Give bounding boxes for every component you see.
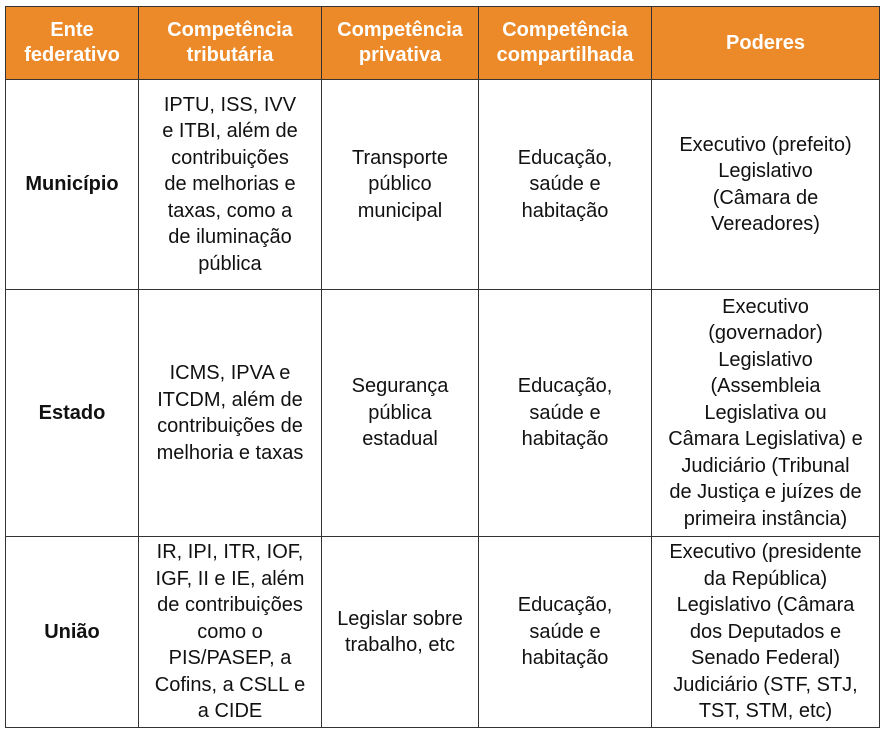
cell-line: Segurança <box>351 375 449 398</box>
cell-line: Executivo <box>722 295 809 318</box>
cell-line: IGF, II e IE, além <box>155 567 305 590</box>
cell-line: Transporte <box>352 146 448 169</box>
cell-line: melhoria e taxas <box>156 441 304 464</box>
cell-line: Judiciário (STF, STJ, <box>673 673 858 696</box>
cell-line: de contribuições <box>157 594 303 617</box>
cell-line: Judiciário (Tribunal <box>681 454 850 477</box>
cell-line: saúde e <box>529 620 601 643</box>
cell-line: saúde e <box>529 401 601 424</box>
ente-label: União <box>44 620 100 643</box>
cell-line: contribuições de <box>157 415 303 437</box>
table-row-estado <box>6 290 880 537</box>
header-competencia-compartilhada <box>479 7 652 80</box>
cell-line: habitação <box>521 428 609 451</box>
cell-line: e ITBI, além de <box>162 120 298 143</box>
ente-label: Estado <box>38 401 106 424</box>
header-text: Ente <box>50 19 94 41</box>
ente-label: Município <box>25 173 119 196</box>
cell-line: Vereadores) <box>711 213 820 235</box>
cell-line: Legislativo (Câmara <box>676 594 855 617</box>
cell-line: taxas, como a <box>167 199 293 222</box>
compartilhada-cell <box>479 290 652 537</box>
cell-line: (Câmara de <box>712 186 819 209</box>
header-poderes <box>652 7 880 80</box>
cell-line: contribuições <box>171 146 289 169</box>
privativa-cell <box>322 290 479 537</box>
cell-line: habitação <box>521 199 609 222</box>
cell-line: a CIDE <box>197 700 263 723</box>
cell-line: de Justiça e juízes de <box>669 481 862 504</box>
poderes-cell <box>652 80 880 290</box>
cell-line: público <box>368 173 432 196</box>
tributaria-cell <box>139 537 322 728</box>
poderes-cell <box>652 537 880 728</box>
cell-line: pública <box>368 401 432 424</box>
cell-line: Senado Federal) <box>691 647 840 670</box>
cell-line: como o <box>197 620 263 643</box>
cell-line: TST, STM, etc) <box>698 700 833 723</box>
cell-line: Educação, <box>517 146 613 169</box>
header-text: compartilhada <box>496 44 634 66</box>
cell-line: Legislativo <box>718 160 813 182</box>
cell-line: IR, IPI, ITR, IOF, <box>156 541 304 564</box>
cell-line: Cofins, a CSLL e <box>154 673 306 696</box>
header-text: federativo <box>24 44 120 66</box>
cell-line: saúde e <box>529 173 601 196</box>
compartilhada-cell <box>479 537 652 728</box>
cell-line: trabalho, etc <box>344 634 456 656</box>
compartilhada-cell <box>479 80 652 290</box>
header-text: tributária <box>186 44 274 66</box>
cell-line: (Assembleia <box>710 375 821 398</box>
cell-line: estadual <box>362 428 438 451</box>
header-competencia-privativa <box>322 7 479 80</box>
cell-line: Legislativo <box>718 348 813 371</box>
cell-line: (governador) <box>708 322 823 345</box>
cell-line: IPTU, ISS, IVV <box>163 93 297 116</box>
cell-line: pública <box>198 252 262 275</box>
cell-line: de iluminação <box>168 226 292 249</box>
privativa-cell <box>322 80 479 290</box>
header-text: Poderes <box>726 31 805 54</box>
cell-line: de melhorias e <box>164 173 296 196</box>
cell-line: Executivo (prefeito) <box>679 133 852 156</box>
cell-line: da República) <box>703 567 828 590</box>
header-row <box>6 7 880 80</box>
header-text: Competência <box>502 19 628 41</box>
cell-line: PIS/PASEP, a <box>168 647 292 670</box>
cell-line: dos Deputados e <box>689 620 842 643</box>
cell-line: Câmara Legislativa) e <box>668 428 863 451</box>
cell-line: ITCDM, além de <box>157 388 303 411</box>
table-row-municipio <box>6 80 880 290</box>
cell-line: Educação, <box>517 375 613 398</box>
ente-cell <box>6 290 139 537</box>
tributaria-cell <box>139 80 322 290</box>
privativa-cell <box>322 537 479 728</box>
header-text: Competência <box>337 19 463 41</box>
cell-line: ICMS, IPVA e <box>169 362 291 384</box>
cell-line: primeira instância) <box>683 507 848 530</box>
cell-line: Legislativa ou <box>704 401 827 424</box>
header-ente-federativo <box>6 7 139 80</box>
cell-line: Educação, <box>517 594 613 617</box>
cell-line: Executivo (presidente <box>669 541 862 564</box>
ente-cell <box>6 80 139 290</box>
tributaria-cell <box>139 290 322 537</box>
header-text: Competência <box>167 19 293 41</box>
ente-cell <box>6 537 139 728</box>
competencias-table <box>5 6 880 728</box>
cell-line: municipal <box>357 199 443 222</box>
cell-line: habitação <box>521 647 609 670</box>
header-text: privativa <box>358 44 442 66</box>
poderes-cell <box>652 290 880 537</box>
cell-line: Legislar sobre <box>337 607 463 630</box>
header-competencia-tributaria <box>139 7 322 80</box>
table-row-uniao <box>6 537 880 728</box>
